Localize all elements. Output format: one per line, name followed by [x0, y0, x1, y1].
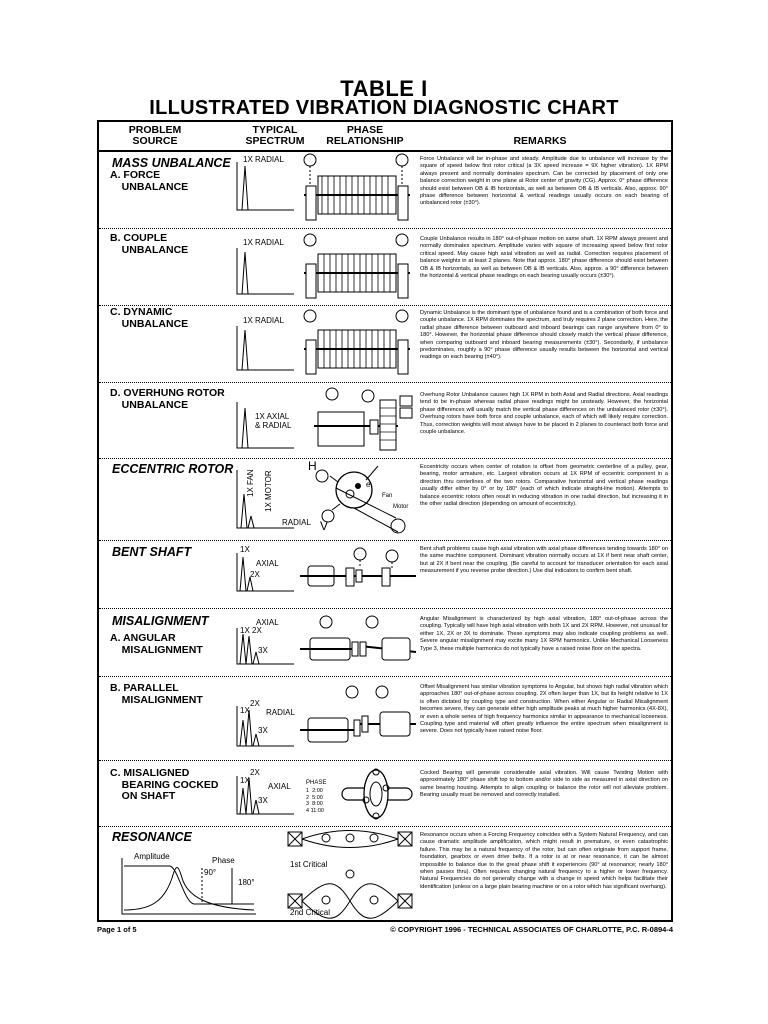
spectrum-plot: [236, 470, 296, 532]
phase-label-h: H: [308, 459, 317, 473]
phase-label-fan: Fan: [382, 493, 393, 499]
phase-label-v: V: [320, 519, 329, 533]
spectrum-label-axial: AXIAL: [256, 618, 279, 627]
spectrum-plot: [236, 628, 296, 668]
phase-diagram-eccentric: [310, 460, 420, 540]
row-separator: [99, 826, 671, 827]
row-separator: [99, 458, 671, 459]
spectrum-label-motor: 1X MOTOR: [264, 470, 273, 512]
header-phase-relationship: PHASE RELATIONSHIP: [326, 124, 404, 147]
resonance-180-label: 180°: [238, 878, 255, 887]
spectrum-plot: [236, 706, 296, 750]
row-separator: [99, 676, 671, 677]
remark-eccentric-rotor: Eccentricity occurs when center of rotation is offset from geometric centerline of a pulley, gear, bearing, motor armature, etc. Largest vibration occurs at 1X RPM of eccentric component in a direction thru centerlines of the two rotors. Comparative horizontal and vertical phase readings usually differ either by 0° or by 180° (each of which indicate straight-line motion). Attempts to balance eccentric rotors often result in reducing vibration in one radial direction, but increasing it in the other radial direction (depending on amount of eccentricity).: [420, 464, 668, 508]
section-title-misalignment: MISALIGNMENT: [112, 614, 209, 628]
resonance-second-critical: 2nd Critical: [290, 908, 331, 917]
spectrum-label: 1X AXIAL & RADIAL: [255, 412, 292, 430]
phase-diagram-cocked: [340, 766, 418, 824]
header-remarks: REMARKS: [513, 135, 567, 147]
resonance-first-critical: 1st Critical: [290, 860, 328, 869]
spectrum-label: 1X RADIAL: [243, 155, 284, 164]
table-number: TABLE I: [340, 76, 428, 101]
remark-force-unbalance: Force Unbalance will be in-phase and steady. Amplitude due to unbalance will increase by the square of speed below first rotor critical (a 3X speed increase = 9X higher vibration). 1X RPM always present and normally dominates spectrum. Can be corrected by placement of only one balance correction weight in one plane at Rotor center of gravity (CG). Approx. 0° phase difference should exist between OB & IB horizontals, as well as between OB & IB verticals. Also, approx. 90° phase difference between horizontal & vertical readings usually occurs on each bearing of unbalanced rotor (±30°).: [420, 156, 668, 207]
header-typical-spectrum: TYPICAL SPECTRUM: [245, 124, 305, 147]
section-title-bent-shaft: BENT SHAFT: [112, 545, 192, 559]
spectrum-plot: [236, 326, 296, 374]
page-title: ILLUSTRATED VIBRATION DIAGNOSTIC CHART: [149, 97, 619, 119]
spectrum-label-1x: 1X: [240, 706, 250, 715]
remark-dynamic-unbalance: Dynamic Unbalance is the dominant type of unbalance found and is a combination of both force and couple unbalance. 1X RPM dominates the spectrum, and truly requires 2 plane correction. Here, the radial phase difference between outboard and inboard bearings can range anywhere from 0° to 180°. However, the horizontal phase difference should closely match the vertical phase difference, when comparing outboard and inboard bearing measurements (±30°). Secondarily, if unbalance predominates, roughly a 90° phase difference usually results between the horizontal and vertical readings on each bearing (±40°).: [420, 310, 668, 361]
spectrum-label-1x: 1X: [240, 545, 250, 554]
spectrum-plot: [236, 553, 296, 595]
phase-diagram-angular: [300, 612, 418, 674]
remark-resonance: Resonance occurs when a Forcing Frequency coincides with a System Natural Frequency, and can cause dramatic amplitude amplification, which might result in premature, or even catastrophic failure. This may be a natural frequency of the rotor, but can often originate from support frame, foundation, gearbox or even drive belts. If a rotor is at or near resonance, it can be almost impossible to balance due to the great phase shift it experiences (90° at resonance; nearly 180° when passes thru). Often requires changing natural frequency to a higher or lower frequency. Natural Frequencies do not generally change with a change in speed which helps facilitate their identification (unless on a large plain bearing machine or on a rotor which has significant overhang).: [420, 832, 668, 890]
resonance-curve: [120, 858, 260, 918]
phase-diagram-parallel: [300, 682, 418, 756]
row-separator: [99, 382, 671, 383]
copyright: © COPYRIGHT 1996 - TECHNICAL ASSOCIATES OF CHARLOTTE, P.C. R-0894-4: [390, 925, 673, 934]
problem-misaligned-bearing: C. MISALIGNED BEARING COCKED ON SHAFT: [110, 767, 219, 802]
spectrum-label-radial: RADIAL: [282, 518, 311, 527]
spectrum-label-3x: 3X: [258, 796, 268, 805]
phase-diagram-overhung: [310, 386, 418, 458]
spectrum-label: 1X RADIAL: [243, 316, 284, 325]
spectrum-label-radial: RADIAL: [266, 708, 295, 717]
section-title-eccentric-rotor: ECCENTRIC ROTOR: [112, 462, 234, 476]
spectrum-plot: [236, 776, 296, 818]
remark-parallel-misalignment: Offset Misalignment has similar vibration symptoms to Angular, but shows high radial vibration which approaches 180° out-of-phase across coupling. 2X often larger than 1X, but its height relative to 1X is often dictated by coupling type and construction. When either Angular or Radial Misalignment becomes severe, they can generate either high amplitude peaks at much higher harmonics (4X-8X), or even a whole series of high frequency harmonics similar in appearance to mechanical looseness. Coupling type and material will often greatly influence the entire spectrum when misalignment is severe. Does not typically have raised noise floor.: [420, 684, 668, 735]
spectrum-plot: [236, 162, 296, 214]
phase-list-title: PHASE: [306, 780, 327, 786]
section-title-resonance: RESONANCE: [112, 830, 192, 844]
spectrum-label-axial: AXIAL: [268, 782, 291, 791]
spectrum-plot: [236, 248, 296, 298]
problem-couple-unbalance: B. COUPLE UNBALANCE: [110, 232, 189, 256]
remark-angular-misalignment: Angular Misalignment is characterized by high axial vibration, 180° out-of-phase across the coupling. Typically will have high axial vibration with both 1X and 2X RPM. However, not unusual for either 1X, 2X or 3X to dominate. These symptoms may also indicate coupling problems as well. Severe angular misalignment may excite many 1X RPM harmonics. Unlike Mechanical Looseness Type 3, these multiple harmonics do not typically have a raised noise floor on the spectra.: [420, 616, 668, 652]
spectrum-label-3x: 3X: [258, 646, 268, 655]
phase-diagram-dynamic: [298, 306, 416, 382]
problem-overhung-rotor: D. OVERHUNG ROTOR UNBALANCE: [110, 387, 225, 411]
resonance-90-label: 90°: [204, 868, 217, 877]
spectrum-label-3x: 3X: [258, 726, 268, 735]
problem-force-unbalance: A. FORCE UNBALANCE: [110, 169, 189, 193]
problem-angular-misalignment: A. ANGULAR MISALIGNMENT: [110, 632, 203, 656]
resonance-amplitude-label: Amplitude: [134, 852, 170, 861]
spectrum-label-fan: 1X FAN: [246, 469, 255, 497]
section-title-mass-unbalance: MASS UNBALANCE: [112, 156, 231, 170]
problem-parallel-misalignment: B. PARALLEL MISALIGNMENT: [110, 682, 203, 706]
remark-overhung-rotor: Overhung Rotor Unbalance causes high 1X RPM in both Axial and Radial directions. Axial readings tend to be in-phase whereas radial phase readings might be unsteady. However, the horizontal phase differences will usually match the vertical phase differences on the unbalanced rotor (±30°). Overhung rotors have both force and couple unbalance, each of which will likely require correction. Thus, correction weights will most always have to be placed in 2 planes to counteract both force and couple unbalance.: [420, 392, 668, 436]
remark-bent-shaft: Bent shaft problems cause high axial vibration with axial phase differences tending towards 180° on the same machine component. Dominant vibration normally occurs at 1X if bent near shaft center, but at 2X if bent near the coupling. (Be careful to account for transducer orientation for each axial measurement if you reverse probe direction.) Use dial indicators to confirm bent shaft.: [420, 546, 668, 575]
spectrum-label-2x: 2X: [250, 699, 260, 708]
phase-diagram-force: [298, 150, 416, 226]
phase-label-e: e: [366, 480, 371, 489]
spectrum-label-1x: 1X: [240, 776, 250, 785]
phase-diagram-bent-shaft: [300, 544, 418, 604]
phase-diagram-resonance: [286, 828, 416, 920]
spectrum-label-axial: AXIAL: [256, 559, 279, 568]
remark-couple-unbalance: Couple Unbalance results in 180° out-of-phase motion on same shaft. 1X RPM always present and normally dominates spectrum. Amplitude varies with square of increasing speed below first rotor critical speed. May cause high axial vibration as well as radial. Correction requires placement of balance weights in at least 2 planes. Note that approx. 180° phase difference should exist between OB & IB horizontals, as well as between OB & IB verticals. Also, approx. a 90° difference between the horizontal & vertical phase readings on each bearing usually occurs (±30°).: [420, 236, 668, 280]
spectrum-label-2x: 2X: [250, 768, 260, 777]
row-separator: [99, 540, 671, 541]
spectrum-label-2x: 2X: [250, 570, 260, 579]
spectrum-label-1x2x: 1X 2X: [240, 626, 262, 635]
problem-dynamic-unbalance: C. DYNAMIC UNBALANCE: [110, 306, 189, 330]
header-problem-source: PROBLEM SOURCE: [128, 124, 182, 147]
page-number: Page 1 of 5: [97, 925, 137, 934]
phase-diagram-couple: [298, 228, 416, 304]
remark-misaligned-bearing: Cocked Bearing will generate considerable axial vibration. Will cause Twisting Motion with approximately 180° phase shift top to bottom and/or side to side as measured in axial direction on same bearing housing. Attempts to align coupling or balance the rotor will not alleviate problem. Bearing usually must be removed and correctly installed.: [420, 770, 668, 799]
spectrum-label: 1X RADIAL: [243, 238, 284, 247]
phase-label-motor: Motor: [393, 504, 409, 510]
row-separator: [99, 608, 671, 609]
resonance-phase-label: Phase: [212, 856, 235, 865]
phase-list: 1 2:00 2 5:00 3 8:00 4 11:00: [306, 788, 324, 814]
row-separator: [99, 760, 671, 761]
spectrum-plot: [236, 402, 296, 452]
